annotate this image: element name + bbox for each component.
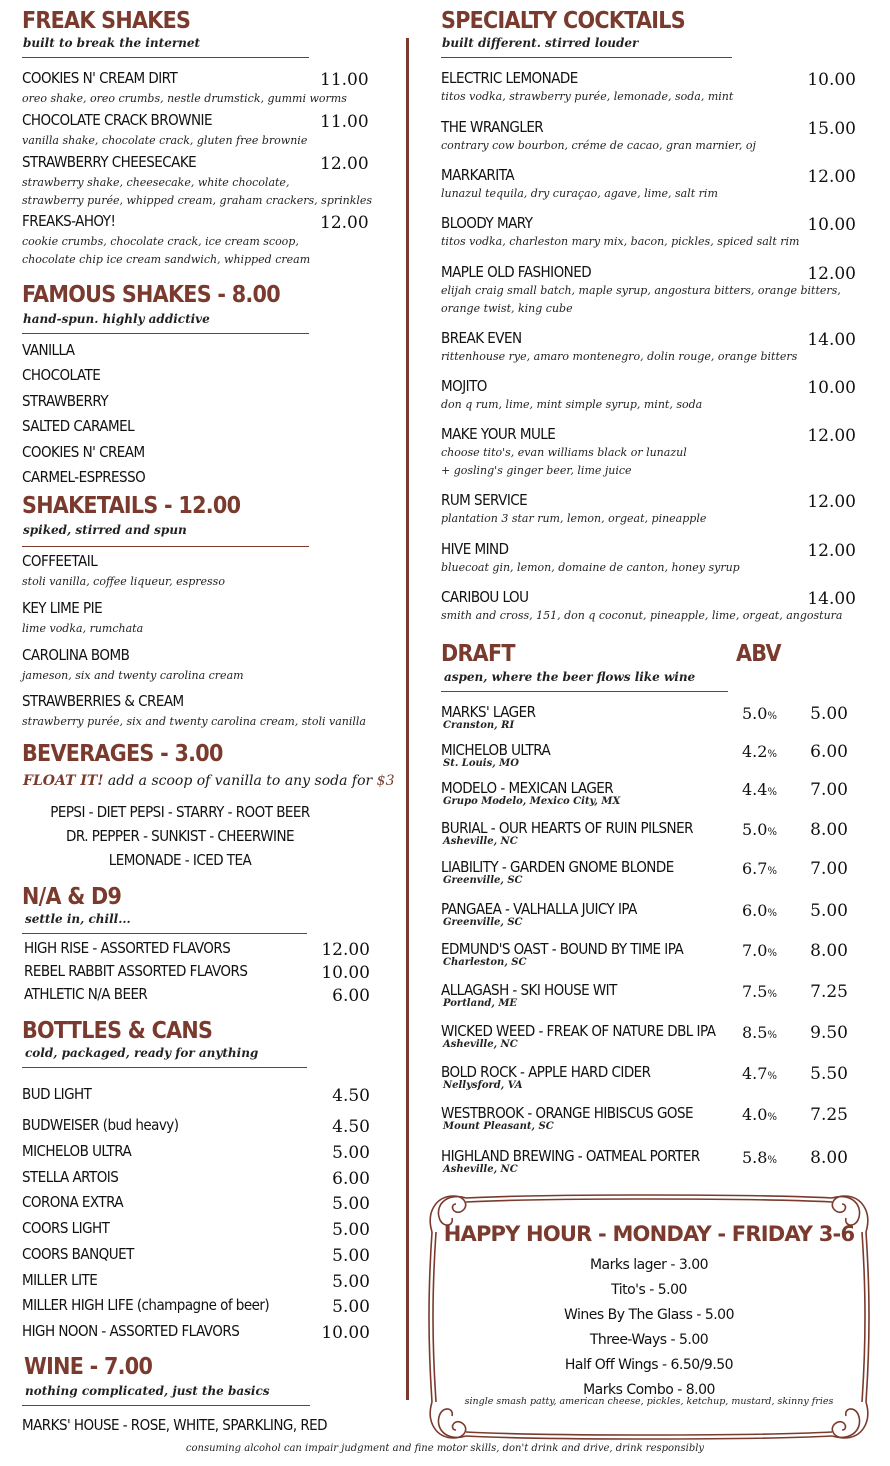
happy-hour-item: Half Off Wings - 6.50/9.50 [564, 1357, 734, 1373]
menu-item-description: + gosling's ginger beer, lime juice [441, 464, 632, 477]
bottles-cans-title: BOTTLES & CANS [22, 1018, 213, 1044]
shaketails-title: SHAKETAILS - 12.00 [22, 493, 241, 519]
draft-subtitle: aspen, where the beer flows like wine [444, 670, 696, 684]
menu-item-description: jameson, six and twenty carolina cream [22, 668, 244, 682]
menu-item-price: 12.00 [807, 541, 856, 561]
menu-item-name: MICHELOB ULTRA [22, 1142, 132, 1160]
menu-item-price: 5.00 [332, 1246, 370, 1266]
abv-value: 4.4 [742, 780, 768, 799]
draft-beer-price: 5.00 [810, 704, 848, 724]
draft-beer-name: WICKED WEED - FREAK OF NATURE DBL IPA [441, 1022, 716, 1040]
menu-item-name: CARMEL-ESPRESSO [22, 468, 146, 486]
menu-item-description: lime vodka, rumchata [22, 621, 144, 635]
draft-beer-location: Portland, ME [443, 998, 518, 1009]
draft-beer-location: Nellysford, VA [443, 1080, 523, 1091]
draft-beer-abv [742, 1107, 777, 1123]
footer-disclaimer: consuming alcohol can impair judgment and fine motor skills, don't drink and drive, drink responsibly [185, 1443, 705, 1454]
menu-item-description: chocolate chip ice cream sandwich, whipped cream [22, 253, 311, 266]
menu-item-price: 5.00 [332, 1220, 370, 1240]
menu-item-description: smith and cross, 151, don q coconut, pineapple, lime, orgeat, angostura [441, 609, 843, 622]
draft-beer-location: Cranston, RI [443, 720, 515, 731]
menu-item-price: 11.00 [320, 70, 369, 90]
draft-beer-abv [742, 1066, 777, 1082]
menu-item-name: ELECTRIC LEMONADE [441, 69, 578, 87]
menu-item-price: 14.00 [807, 330, 856, 350]
column-divider [406, 38, 409, 1400]
na-d9-rule [22, 933, 307, 934]
percent-sign: % [767, 827, 777, 838]
draft-beer-location: St. Louis, MO [443, 758, 519, 769]
menu-item-name: VANILLA [22, 341, 75, 359]
draft-beer-abv [742, 903, 777, 919]
menu-item-name: BLOODY MARY [441, 214, 533, 232]
draft-beer-price: 7.00 [810, 780, 848, 800]
shaketails-rule [22, 546, 309, 547]
famous-shakes-subtitle: hand-spun. highly addictive [23, 312, 210, 326]
draft-beer-price: 5.00 [810, 901, 848, 921]
draft-beer-name: BURIAL - OUR HEARTS OF RUIN PILSNER [441, 819, 693, 837]
percent-sign: % [767, 1030, 777, 1041]
menu-item-description: choose tito's, evan williams black or lunazul [441, 446, 687, 459]
abv-value: 6.7 [742, 859, 768, 878]
abv-value: 4.2 [742, 742, 768, 761]
draft-beer-location: Greenville, SC [443, 875, 523, 886]
freak-shakes-subtitle: built to break the internet [23, 36, 201, 50]
wine-title: WINE - 7.00 [24, 1354, 153, 1380]
menu-item-description: don q rum, lime, mint simple syrup, mint, soda [441, 398, 703, 411]
abv-value: 5.8 [742, 1148, 768, 1167]
float-it-price: $3 [376, 773, 395, 789]
menu-item-description: strawberry shake, cheesecake, white chocolate, [22, 176, 290, 189]
menu-item-name: THE WRANGLER [441, 118, 544, 136]
draft-abv-label: ABV [736, 641, 781, 667]
percent-sign: % [767, 1071, 777, 1082]
float-it-lead: FLOAT IT! [23, 773, 104, 789]
menu-item-name: CHOCOLATE CRACK BROWNIE [22, 111, 212, 129]
abv-value: 7.5 [742, 982, 768, 1001]
famous-shakes-title: FAMOUS SHAKES - 8.00 [22, 282, 280, 308]
draft-beer-name: BOLD ROCK - APPLE HARD CIDER [441, 1063, 651, 1081]
menu-item-name: MAKE YOUR MULE [441, 425, 556, 443]
menu-item-name: MARKARITA [441, 166, 515, 184]
menu-item-price: 5.00 [332, 1143, 370, 1163]
percent-sign: % [767, 989, 777, 1000]
menu-item-description: cookie crumbs, chocolate crack, ice cream scoop, [22, 235, 299, 248]
happy-hour-box [426, 1192, 872, 1442]
menu-item-price: 12.00 [807, 167, 856, 187]
happy-hour-title: HAPPY HOUR - MONDAY - FRIDAY 3-6 [443, 1222, 855, 1246]
percent-sign: % [767, 1112, 777, 1123]
menu-item-name: CORONA EXTRA [22, 1193, 124, 1211]
draft-beer-price: 7.25 [810, 982, 848, 1002]
specialty-cocktails-title: SPECIALTY COCKTAILS [441, 8, 685, 34]
menu-item-price: 6.00 [332, 1169, 370, 1189]
menu-item-name: MAPLE OLD FASHIONED [441, 263, 592, 281]
menu-item-description: bluecoat gin, lemon, domaine de canton, honey syrup [441, 561, 740, 574]
draft-beer-name: LIABILITY - GARDEN GNOME BLONDE [441, 858, 674, 876]
draft-beer-abv [742, 1025, 777, 1041]
bottles-cans-rule [22, 1067, 307, 1068]
draft-beer-abv [742, 706, 777, 722]
menu-item-description: rittenhouse rye, amaro montenegro, dolin rouge, orange bitters [441, 350, 798, 363]
freak-shakes-rule [22, 57, 309, 58]
menu-item-description: plantation 3 star rum, lemon, orgeat, pineapple [441, 512, 707, 525]
draft-rule [441, 691, 728, 692]
happy-hour-item: Marks lager - 3.00 [589, 1257, 709, 1273]
menu-item-name: COOKIES N' CREAM DIRT [22, 69, 178, 87]
happy-hour-item: Three-Ways - 5.00 [589, 1332, 709, 1348]
abv-value: 5.0 [742, 820, 768, 839]
menu-item-name: COORS BANQUET [22, 1245, 134, 1263]
menu-item-price: 12.00 [320, 154, 369, 174]
menu-item-description: elijah craig small batch, maple syrup, angostura bitters, orange bitters, [441, 284, 841, 297]
abv-value: 6.0 [742, 901, 768, 920]
freak-shakes-title: FREAK SHAKES [22, 8, 191, 34]
percent-sign: % [767, 908, 777, 919]
menu-item-price: 10.00 [321, 963, 370, 983]
abv-value: 4.7 [742, 1064, 768, 1083]
menu-item-name: MILLER LITE [22, 1271, 98, 1289]
draft-beer-price: 6.00 [810, 742, 848, 762]
menu-item-description: titos vodka, strawberry purée, lemonade, soda, mint [441, 90, 734, 103]
menu-item-price: 15.00 [807, 119, 856, 139]
menu-item-price: 12.00 [807, 426, 856, 446]
percent-sign: % [767, 866, 777, 877]
menu-item-price: 5.00 [332, 1297, 370, 1317]
famous-shakes-rule [22, 333, 309, 334]
soda-list-line: PEPSI - DIET PEPSI - STARRY - ROOT BEER [50, 803, 310, 821]
menu-item-description: orange twist, king cube [441, 302, 573, 315]
draft-beer-price: 8.00 [810, 820, 848, 840]
menu-item-name: STELLA ARTOIS [22, 1168, 119, 1186]
menu-item-price: 10.00 [807, 70, 856, 90]
menu-item-name: ATHLETIC N/A BEER [24, 985, 148, 1003]
draft-beer-name: ALLAGASH - SKI HOUSE WIT [441, 981, 617, 999]
draft-beer-abv [742, 861, 777, 877]
draft-beer-location: Grupo Modelo, Mexico City, MX [443, 796, 621, 807]
menu-item-name: COFFEETAIL [22, 552, 98, 570]
specialty-cocktails-rule [441, 57, 732, 58]
marks-combo-note: single smash patty, american cheese, pickles, ketchup, mustard, skinny fries [464, 1396, 834, 1407]
menu-item-price: 5.00 [332, 1194, 370, 1214]
menu-item-name: STRAWBERRY CHEESECAKE [22, 153, 197, 171]
float-it-line [23, 774, 395, 788]
menu-item-description: stoli vanilla, coffee liqueur, espresso [22, 575, 225, 588]
menu-item-description: strawberry purée, six and twenty carolina cream, stoli vanilla [22, 715, 366, 729]
menu-item-description: titos vodka, charleston mary mix, bacon, pickles, spiced salt rim [441, 235, 800, 248]
menu-item-name: CAROLINA BOMB [22, 645, 130, 664]
bottles-cans-subtitle: cold, packaged, ready for anything [25, 1046, 259, 1060]
menu-item-name: CARIBOU LOU [441, 588, 529, 606]
menu-item-price: 6.00 [332, 986, 370, 1006]
percent-sign: % [767, 948, 777, 959]
draft-beer-price: 5.50 [810, 1064, 848, 1084]
draft-beer-location: Asheville, NC [443, 1164, 518, 1175]
wine-rule [22, 1405, 310, 1406]
menu-item-name: MILLER HIGH LIFE (champagne of beer) [22, 1296, 270, 1314]
draft-beer-price: 7.25 [810, 1105, 848, 1125]
draft-title: DRAFT [441, 641, 515, 667]
abv-value: 4.0 [742, 1105, 768, 1124]
draft-beer-abv [742, 822, 777, 838]
menu-item-name: HIGH RISE - ASSORTED FLAVORS [24, 939, 231, 957]
menu-item-price: 4.50 [332, 1086, 370, 1106]
happy-hour-item: Wines By The Glass - 5.00 [563, 1307, 734, 1323]
beverages-title: BEVERAGES - 3.00 [22, 741, 223, 767]
draft-beer-price: 7.00 [810, 859, 848, 879]
abv-value: 5.0 [742, 704, 768, 723]
wine-house-line: MARKS' HOUSE - ROSE, WHITE, SPARKLING, RED [22, 1416, 328, 1434]
menu-item-name: BUDWEISER (bud heavy) [22, 1116, 179, 1134]
soda-list-line: LEMONADE - ICED TEA [108, 851, 252, 869]
draft-beer-abv [742, 744, 777, 760]
draft-beer-location: Asheville, NC [443, 1039, 518, 1050]
wine-subtitle: nothing complicated, just the basics [25, 1384, 270, 1398]
draft-beer-name: MARKS' LAGER [441, 703, 536, 721]
menu-item-name: BUD LIGHT [22, 1085, 92, 1103]
menu-item-price: 10.00 [807, 378, 856, 398]
draft-beer-name: EDMUND'S OAST - BOUND BY TIME IPA [441, 940, 684, 958]
menu-item-description: contrary cow bourbon, créme de cacao, gran marnier, oj [441, 139, 756, 152]
draft-beer-price: 9.50 [810, 1023, 848, 1043]
draft-beer-abv [742, 943, 777, 959]
menu-item-name: HIVE MIND [441, 540, 509, 558]
menu-item-price: 12.00 [807, 264, 856, 284]
menu-item-description: oreo shake, oreo crumbs, nestle drumstick, gummi worms [22, 92, 347, 105]
draft-beer-name: WESTBROOK - ORANGE HIBISCUS GOSE [441, 1104, 693, 1122]
menu-item-name: COOKIES N' CREAM [22, 442, 145, 461]
float-it-text: add a scoop of vanilla to any soda for [103, 773, 377, 789]
menu-item-description: strawberry purée, whipped cream, graham crackers, sprinkles [22, 194, 373, 207]
percent-sign: % [767, 787, 777, 798]
draft-beer-location: Charleston, SC [443, 957, 527, 968]
menu-item-price: 12.00 [320, 213, 369, 233]
menu-item-name: SALTED CARAMEL [22, 417, 135, 436]
menu-item-name: STRAWBERRY [22, 391, 109, 410]
draft-beer-name: MODELO - MEXICAN LAGER [441, 779, 614, 797]
na-d9-title: N/A & D9 [22, 884, 122, 910]
draft-beer-name: PANGAEA - VALHALLA JUICY IPA [441, 900, 637, 918]
draft-beer-abv [742, 782, 777, 798]
percent-sign: % [767, 711, 777, 722]
draft-beer-abv [742, 984, 777, 1000]
abv-value: 7.0 [742, 941, 768, 960]
abv-value: 8.5 [742, 1023, 768, 1042]
menu-item-name: KEY LIME PIE [22, 598, 103, 617]
draft-beer-name: HIGHLAND BREWING - OATMEAL PORTER [441, 1147, 700, 1165]
percent-sign: % [767, 749, 777, 760]
draft-beer-abv [742, 1150, 777, 1166]
soda-list-line: DR. PEPPER - SUNKIST - CHEERWINE [65, 827, 294, 845]
draft-beer-location: Asheville, NC [443, 836, 518, 847]
draft-beer-name: MICHELOB ULTRA [441, 741, 551, 759]
shaketails-subtitle: spiked, stirred and spun [23, 523, 187, 537]
draft-beer-location: Greenville, SC [443, 917, 523, 928]
na-d9-subtitle: settle in, chill... [25, 912, 131, 926]
draft-beer-price: 8.00 [810, 1148, 848, 1168]
draft-beer-location: Mount Pleasant, SC [443, 1121, 554, 1132]
menu-item-name: COORS LIGHT [22, 1219, 110, 1237]
menu-item-description: lunazul tequila, dry curaçao, agave, lime, salt rim [441, 187, 718, 200]
menu-item-name: HIGH NOON - ASSORTED FLAVORS [22, 1322, 240, 1340]
menu-item-price: 5.00 [332, 1272, 370, 1292]
menu-item-name: FREAKS-AHOY! [22, 212, 116, 230]
happy-hour-item: Tito's - 5.00 [611, 1282, 687, 1298]
happy-hour-item: Marks Combo - 8.00 [583, 1382, 715, 1398]
menu-item-name: MOJITO [441, 377, 487, 395]
menu-item-price: 10.00 [321, 1323, 370, 1343]
menu-item-price: 14.00 [807, 589, 856, 609]
menu-item-name: STRAWBERRIES & CREAM [22, 692, 184, 711]
specialty-cocktails-subtitle: built different. stirred louder [442, 36, 639, 50]
menu-item-price: 11.00 [320, 112, 369, 132]
menu-item-description: vanilla shake, chocolate crack, gluten free brownie [22, 134, 308, 147]
menu-item-name: BREAK EVEN [441, 329, 522, 347]
menu-item-name: REBEL RABBIT ASSORTED FLAVORS [24, 962, 248, 980]
draft-beer-price: 8.00 [810, 941, 848, 961]
menu-item-price: 12.00 [321, 940, 370, 960]
menu-item-price: 10.00 [807, 215, 856, 235]
menu-item-name: CHOCOLATE [22, 366, 101, 385]
percent-sign: % [767, 1155, 777, 1166]
menu-item-name: RUM SERVICE [441, 491, 528, 509]
menu-item-price: 12.00 [807, 492, 856, 512]
menu-item-price: 4.50 [332, 1117, 370, 1137]
